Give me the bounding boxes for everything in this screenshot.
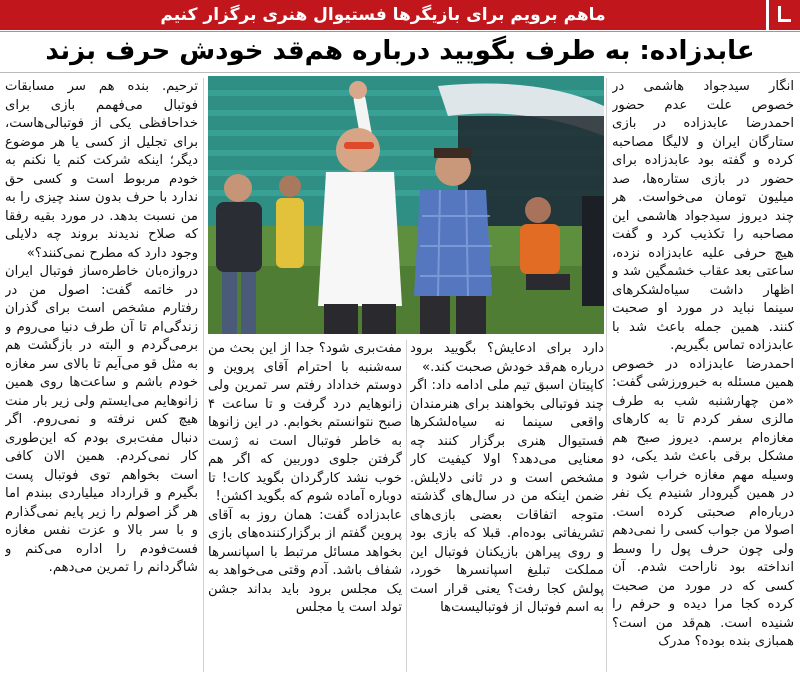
stadium-photo [208, 76, 604, 334]
paragraph: ترحیم. بنده هم سر مسابقات فوتبال می‌فهمم بازی برای خداحافظی یکی از فوتبالی‌هاست، برای تجلیل از کسی یا هر موضوع دیگر؛ اینکه شرکت کنم یا نکنم به خودم مربوط است و کسی حق ندارد با حرف بدون سند چیزی را به من نسبت بدهد. در مورد بقیه رفقا که صلاح ندیدند بروند چه دلایلی وجود دارد که مطرح نمی‌کنند؟» [5, 79, 198, 261]
column-divider [406, 340, 407, 672]
paragraph: دروازه‌بان خاطره‌ساز فوتبال ایران در خاتمه گفت: اصول من در رفتارم مشخص است برای گذران زندگی‌ام تا آن طرف دنیا می‌روم و برمی‌گردم و البته در بازگشت هم به مثل قو می‌آیم تا بالای سر مغازه خودم باشم و ساعت‌ها روی همین زانوهایم می‌ایستم ولی زیر بار منت هیچ کس نرفته و نمی‌روم. اگر دنبال مفت‌بری بودم که این‌طوری کار نمی‌کردم. همین الان کافی است بخواهم توی فوتبال پست بگیرم و قرارداد میلیاردی ببندم اما هر گز اصولم را زیر پایم نمی‌گذارم و با سر بالا و عزت نفس مغازه فست‌فودم را اداره می‌کنم و شاگردانم را تمرین می‌دهم. [5, 264, 198, 575]
divider [0, 31, 800, 32]
kicker: ماهم برویم برای بازیگرها فستیوال هنری برگزار کنیم [160, 5, 606, 25]
column-right [612, 78, 794, 672]
news-photo [208, 76, 604, 334]
column-mid-right [410, 340, 604, 672]
paragraph: احمدرضا عابدزاده در خصوص همین مسئله به خبرورزشی گفت: «من چهارشنبه شب به طرف مالزی سفر کردم تا به کارهای مغازه‌ام برسم. دیروز صبح هم مشکل برقی باعث شد یکی، دو وسیله مهم مغازه خراب شود و در همین گیرودار شنیدم یک نفر درباره‌ام صحبتی کرده است. اصولا من جواب کسی را نمی‌دهم ولی چون حرف پول را وسط انداخته بود ناراحت شدم. آن کسی که در مورد من صحبت کرده کجا مرا دیده و حرفم را شنیده است. هم‌قد من است؟ همبازی بنده بوده؟ مدرک [612, 356, 794, 649]
paragraph: انگار سیدجواد هاشمی در خصوص علت عدم حضور احمدرضا عابدزاده در بازی ستارگان ایران و لالیگا مصاحبه کرده و گفته بود عابدزاده برای حضور در بازی ستاره‌ها، صد میلیون تومان می‌خواست. هر چند دیروز سیدجواد هاشمی این مصاحبه را تکذیب کرد و گفت هیچ حرفی علیه عابدزاده نزده، ساعتی بعد عقاب خشمگین شد و اظهار داشت سیاه‌لشکرهای سینما نباید در مورد او صحبت کنند. همین جمله باعث شد با عابدزاده تماس بگیریم. [612, 79, 794, 353]
paragraph: دارد برای ادعایش؟ بگویید برود درباره هم‌قد خودش صحبت کند.» [410, 341, 604, 375]
paragraph: کاپیتان اسبق تیم ملی ادامه داد: اگر چند فوتبالی بخواهند برای هنرمندان واقعی سینما نه سیاه‌لشکرها فستیوال هنری برگزار کنند چه معنایی می‌دهد؟ اولا کیفیت کار مشخص است و در ثانی دلایلش. ضمن اینکه من در سال‌های گذشته متوجه اتفاقات بعضی بازی‌های تشریفاتی بوده‌ام. قبلا که بازی بود و روی پیراهن بازیکنان فوتبال این مملکت تبلیغ اسپانسرها خورد، پولش کجا رفت؟ یعنی قرار است به اسم فوتبال از فوتبالیست‌ها [410, 378, 604, 615]
kicker-bar [0, 0, 766, 30]
column-divider [203, 78, 204, 672]
paragraph: عابدزاده گفت: همان روز به آقای پروین گفتم از برگزارکننده‌های بازی بخواهد مسائل مرتبط با اسپانسرها شفاف باشد. آدم وقتی می‌خواهد به یک مجلس برود باید بداند جشن تولد است یا مجلس [208, 507, 402, 615]
corner-mark-icon [778, 6, 791, 22]
divider [0, 72, 800, 73]
headline: عابدزاده: به طرف بگویید درباره هم‌قد خودش حرف بزند [45, 36, 755, 66]
column-mid-left [208, 340, 402, 672]
paragraph: مفت‌بری شود؟ جدا از این بحث من سه‌شنبه با احترام آقای پروین و دوستم خداداد رفتم سر تمرین ولی زانوهایم درد گرفت و تا ساعت ۴ صبح نتوانستم بخوابم. در این زانوها به خاطر فوتبال است نه ژست گرفتن جلوی دوربین که اگر هم خوب نشد کارگردان بگوید کات! تا دوباره آماده شوم که بگوید اکشن! [208, 341, 402, 504]
section-logo [769, 0, 800, 30]
column-left [5, 78, 198, 672]
column-divider [606, 78, 607, 672]
